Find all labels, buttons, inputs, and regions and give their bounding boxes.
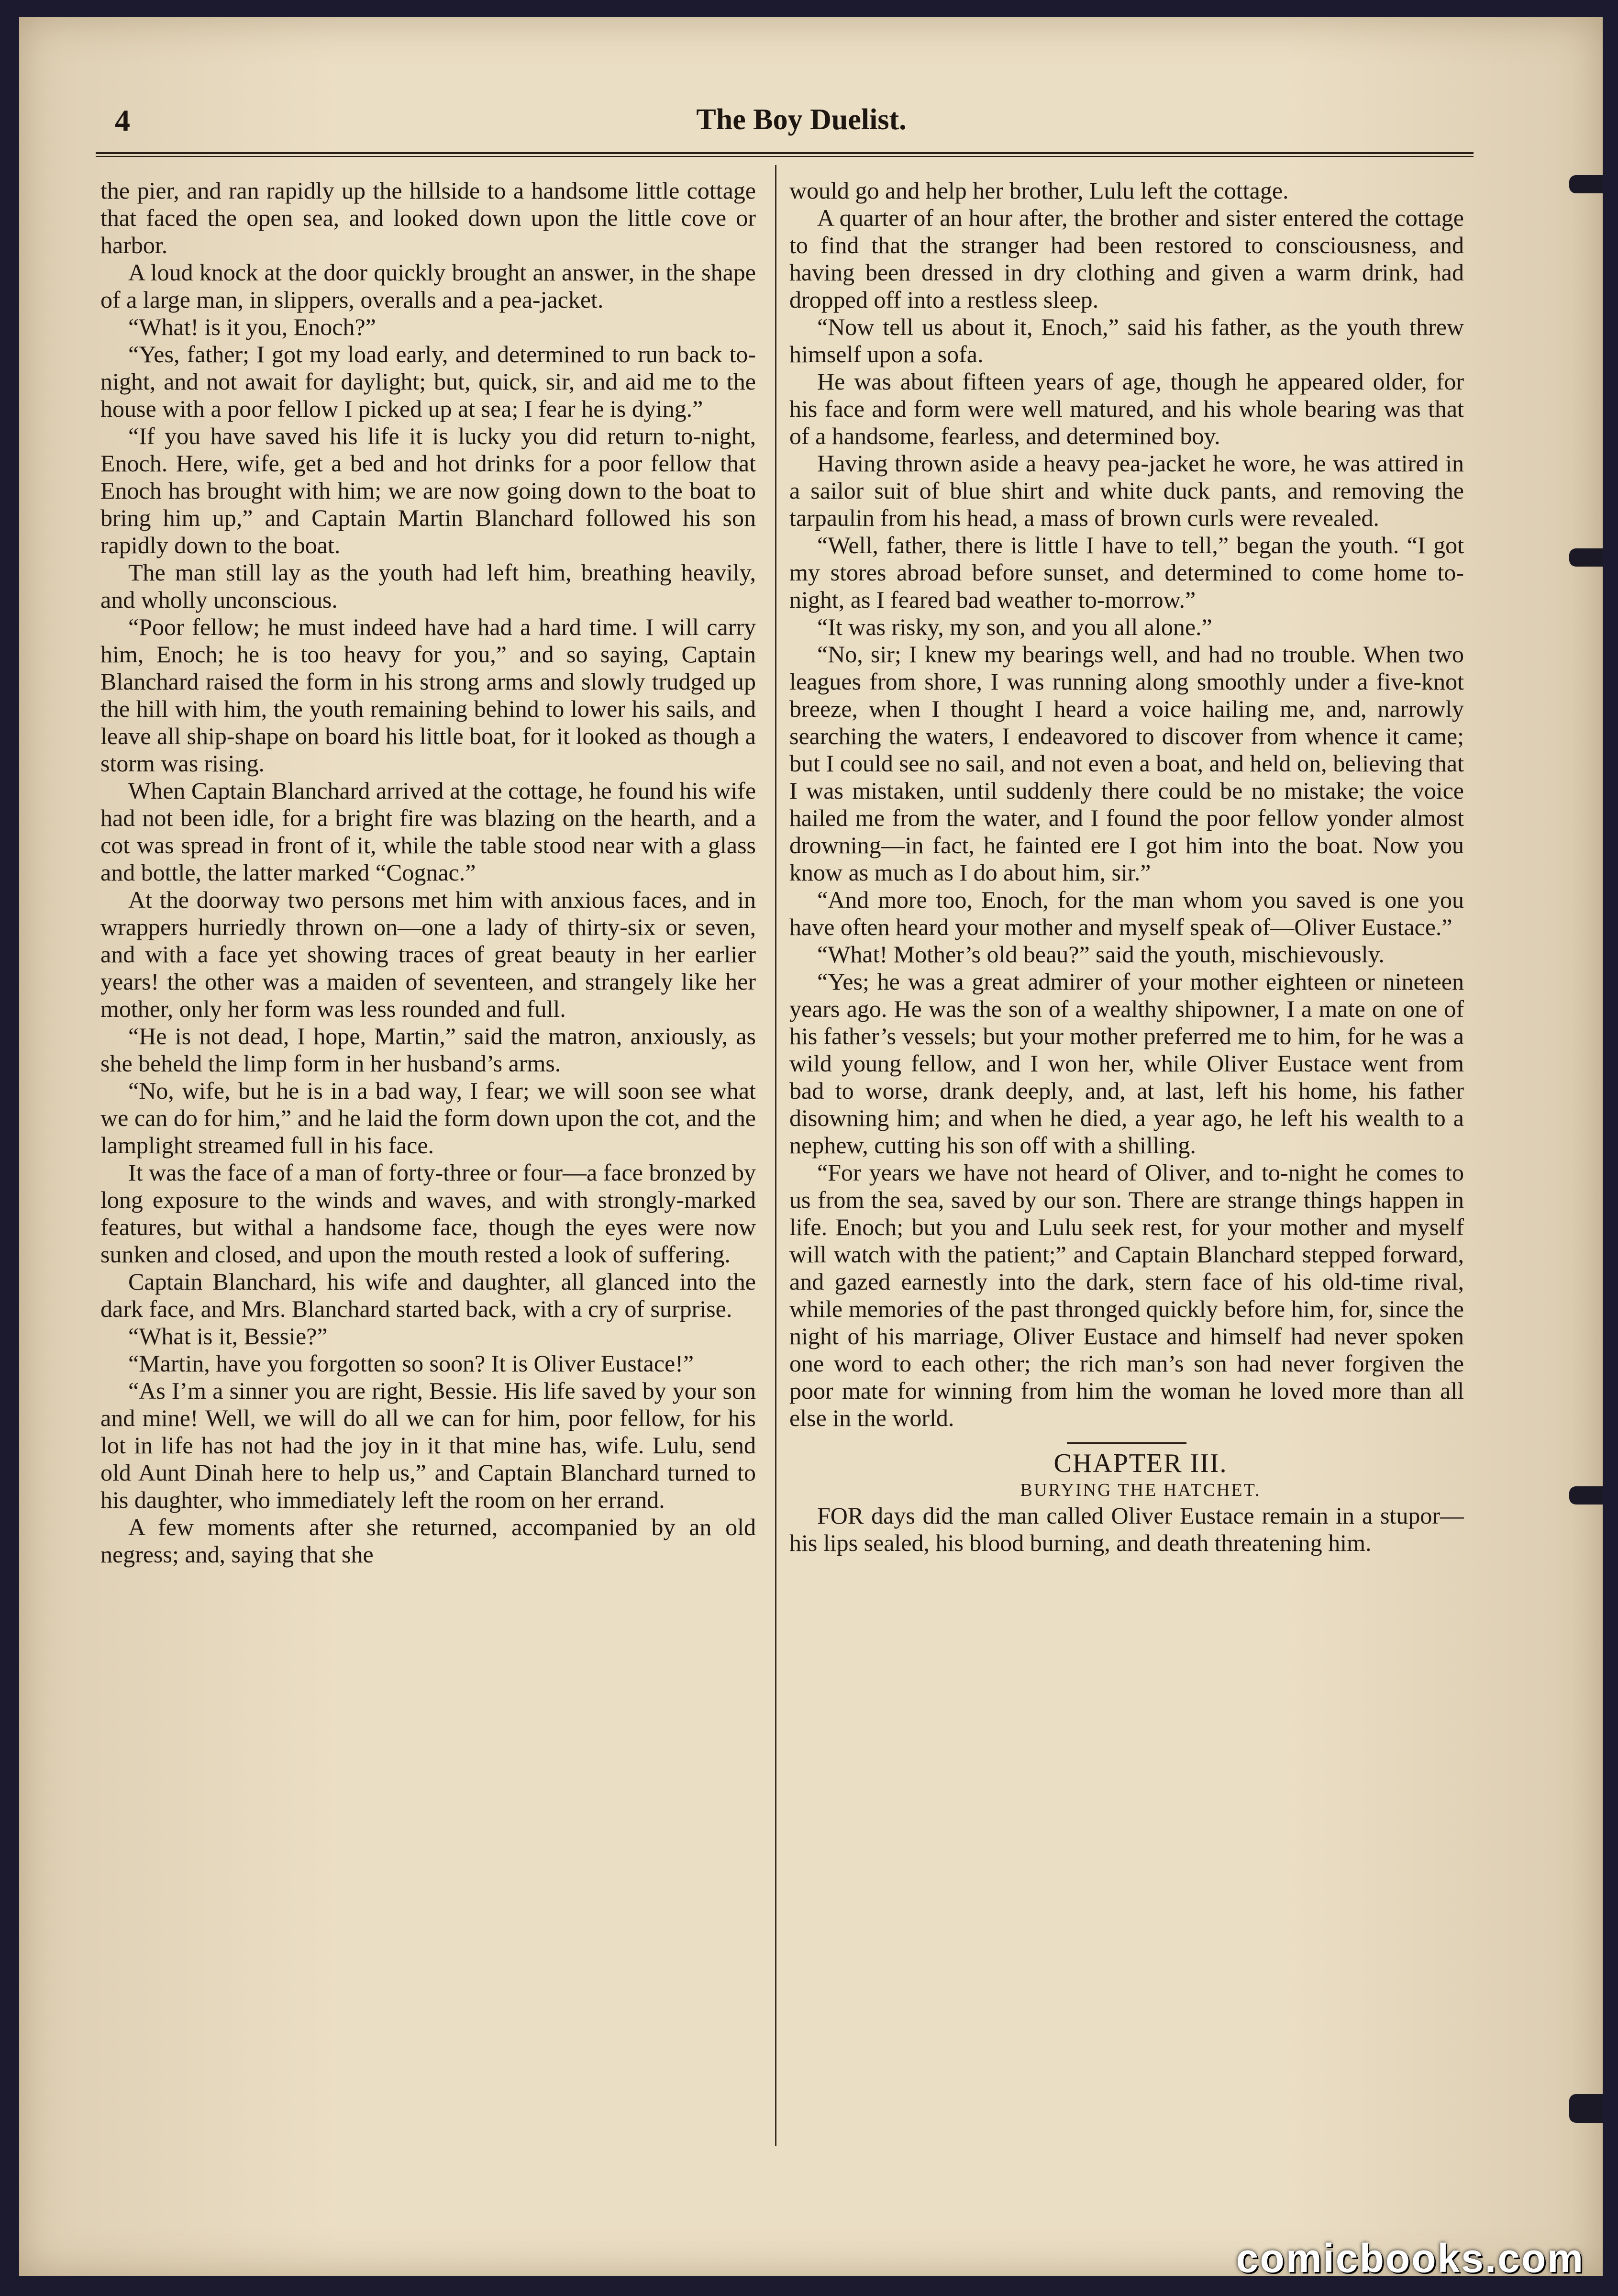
- paragraph: “It was risky, my son, and you all alone.”: [817, 613, 1212, 640]
- paragraph: “Yes; he was a great admirer of your mother eighteen or nineteen years ago. He was the son of a wealthy shipowner, I a mate on one of his father’s vessels; but your mother preferred me to him, for he was a wild young fellow, and I won her, while Oliver Eustace went from bad to worse, drank deeply, and, at last, left his home, his father disowning him; and when he died, a year ago, he left his wealth to a nephew, cutting his son off with a shilling.: [789, 968, 1464, 1159]
- right-column: [789, 177, 1464, 2163]
- paragraph: “No, sir; I knew my bearings well, and had no trouble. When two leagues from shore, I was running along smoothly under a five-knot breeze, when I thought I heard a voice hailing me, and, narrowly searching the waters, I endeavored to discover from whence it came; but I could see no sail, and not even a boat, and held on, believing that I was mistaken, until suddenly there could be no mistake; the voice hailed me from the water, and I found the poor fellow yonder almost drowning—in fact, he fainted ere I got him into the boat. Now you know as much as I do about him, sir.”: [789, 641, 1464, 886]
- paragraph: “Martin, have you forgotten so soon? It is Oliver Eustace!”: [128, 1350, 694, 1377]
- paragraph: It was the face of a man of forty-three or four—a face bronzed by long exposure to the winds and waves, and with strongly-marked features, but withal a handsome face, though the eyes were now sunken and closed, and upon the mouth rested a look of suffering.: [100, 1159, 756, 1268]
- paragraph: would go and help her brother, Lulu left the cottage.: [789, 177, 1289, 204]
- paragraph: “As I’m a sinner you are right, Bessie. His life saved by your son and mine! Well, we will do all we can for him, poor fellow, for his lot in life has not had the joy in it that mine has, wife. Lulu, send old Aunt Dinah here to help us,” and Captain Blanchard turned to his daughter, who immediately left the room on her errand.: [100, 1377, 756, 1513]
- paragraph: “For years we have not heard of Oliver, and to-night he comes to us from the sea, saved by our son. There are strange things happen in life. Enoch; but you and Lulu seek rest, for your mother and myself will watch with the patient;” and Captain Blanchard stepped forward, and gazed earnestly into the dark, stern face of his old-time rival, while memories of the past thronged quickly before him, for, since the night of his marriage, Oliver Eustace and himself had never spoken one word to each other; the rich man’s son had never forgiven the poor mate for winning from him the woman he loved more than all else in the world.: [789, 1159, 1464, 1431]
- paragraph: “Now tell us about it, Enoch,” said his father, as the youth threw himself upon a sofa.: [789, 313, 1464, 368]
- paragraph: He was about fifteen years of age, though he appeared older, for his face and form were well matured, and his whole bearing was that of a handsome, fearless, and determined boy.: [789, 368, 1464, 449]
- paragraph: “And more too, Enoch, for the man whom you saved is one you have often heard your mother and myself speak of—Oliver Eustace.”: [789, 886, 1464, 940]
- paragraph: “If you have saved his life it is lucky you did return to-night, Enoch. Here, wife, get a bed and hot drinks for a poor fellow that Enoch has brought with him; we are now going down to the boat to bring him up,” and Captain Martin Blanchard followed his son rapidly down to the boat.: [100, 423, 756, 558]
- paragraph: A few moments after she returned, accompanied by an old negress; and, saying that she: [100, 1514, 756, 1568]
- watermark: comicbooks.com: [1236, 2236, 1585, 2281]
- paragraph: FOR days did the man called Oliver Eustace remain in a stupor—his lips sealed, his blood burning, and death threatening him.: [789, 1502, 1464, 1556]
- binding-hole: [1569, 175, 1603, 193]
- paragraph: Captain Blanchard, his wife and daughter, all glanced into the dark face, and Mrs. Blanchard started back, with a cry of surprise.: [100, 1268, 756, 1322]
- paragraph: When Captain Blanchard arrived at the cottage, he found his wife had not been idle, for a bright fire was blazing on the hearth, and a cot was spread in front of it, while the table stood near with a glass and bottle, the latter marked “Cognac.”: [100, 777, 756, 886]
- paragraph: “What! Mother’s old beau?” said the youth, mischievously.: [817, 941, 1385, 968]
- paragraph: “Well, father, there is little I have to tell,” began the youth. “I got my stores abroad before sunset, and determined to come home to-night, as I feared bad weather to-morrow.”: [789, 532, 1464, 613]
- paragraph: “No, wife, but he is in a bad way, I fear; we will soon see what we can do for him,” and he laid the form down upon the cot, and the lamplight streamed full in his face.: [100, 1077, 756, 1159]
- page-number: 4: [115, 103, 130, 137]
- paragraph: At the doorway two persons met him with anxious faces, and in wrappers hurriedly thrown on—one a lady of thirty-six or seven, and with a face yet showing traces of great beauty in her earlier years! the other was a maiden of seventeen, and strangely like her mother, only her form was less rounded and full.: [100, 886, 756, 1022]
- paragraph: the pier, and ran rapidly up the hillside to a handsome little cottage that faced the open sea, and looked down upon the little cove or harbor.: [100, 177, 756, 258]
- paragraph: “What is it, Bessie?”: [128, 1323, 328, 1349]
- header-rule: [96, 152, 1474, 157]
- chapter-subtitle: BURYING THE HATCHET.: [1020, 1480, 1261, 1500]
- paragraph: “What! is it you, Enoch?”: [128, 313, 376, 340]
- page-header: [96, 93, 1507, 146]
- paragraph: “He is not dead, I hope, Martin,” said the matron, anxiously, as she beheld the limp form in her husband’s arms.: [100, 1023, 756, 1077]
- binding-hole: [1569, 2094, 1603, 2123]
- running-title: The Boy Duelist.: [696, 103, 907, 136]
- paragraph: A loud knock at the door quickly brought an answer, in the shape of a large man, in slippers, overalls and a pea-jacket.: [100, 259, 756, 313]
- column-divider: [775, 165, 776, 2146]
- paragraph: “Yes, father; I got my load early, and determined to run back to-night, and not await for daylight; but, quick, sir, and aid me to the house with a poor fellow I picked up at sea; I fear he is dying.”: [100, 341, 756, 422]
- chapter-heading: CHAPTER III.: [1053, 1449, 1228, 1478]
- paragraph: A quarter of an hour after, the brother and sister entered the cottage to find that the stranger had been restored to consciousness, and having been dressed in dry clothing and given a warm drink, had dropped off into a restless sleep.: [789, 204, 1464, 313]
- paragraph: The man still lay as the youth had left him, breathing heavily, and wholly unconscious.: [100, 559, 756, 613]
- paragraph: Having thrown aside a heavy pea-jacket he wore, he was attired in a sailor suit of blue shirt and white duck pants, and removing the tarpaulin from his head, a mass of brown curls were revealed.: [789, 450, 1464, 531]
- binding-hole: [1569, 1486, 1603, 1505]
- left-column: [100, 177, 756, 2163]
- paragraph: “Poor fellow; he must indeed have had a hard time. I will carry him, Enoch; he is too heavy for you,” and so saying, Captain Blanchard raised the form in his strong arms and slowly trudged up the hill with him, the youth remaining behind to lower his sails, and leave all ship-shape on board his little boat, for it looked as though a storm was rising.: [100, 613, 756, 777]
- chapter-rule: [1067, 1442, 1186, 1444]
- binding-hole: [1569, 548, 1603, 567]
